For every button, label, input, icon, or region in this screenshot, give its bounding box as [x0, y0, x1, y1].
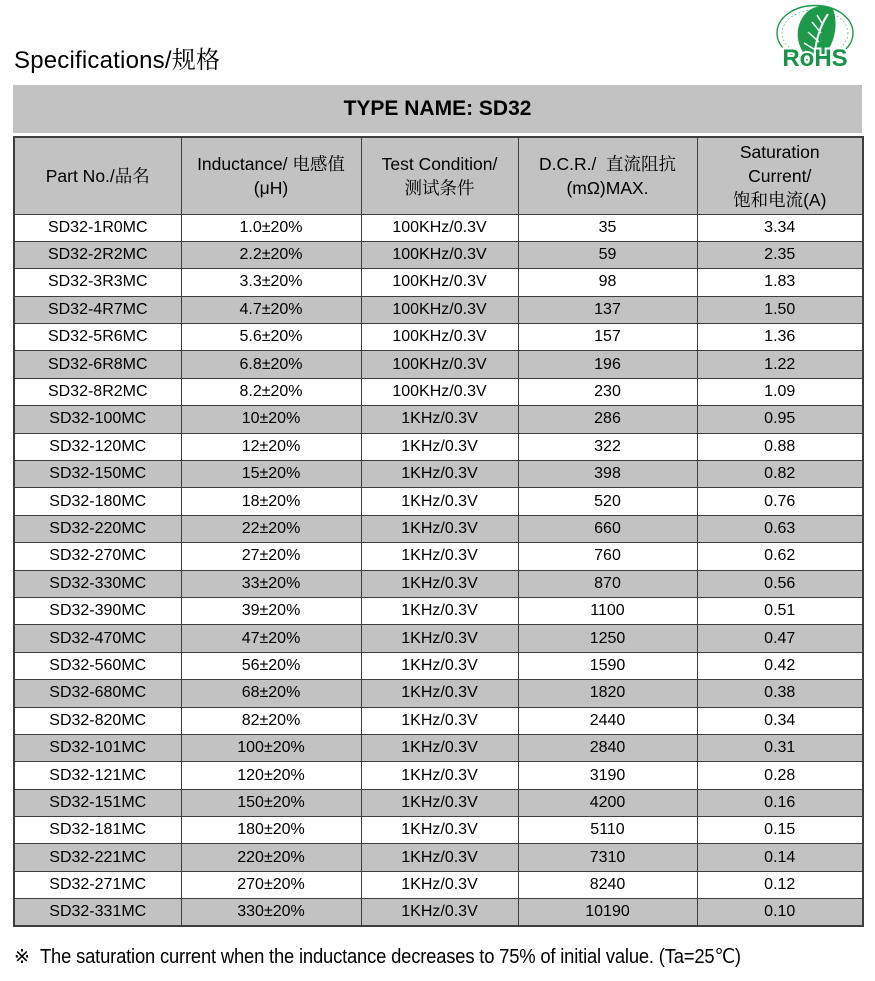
cell-inductance: 82±20% — [181, 707, 361, 734]
cell-test-condition: 1KHz/0.3V — [361, 570, 518, 597]
cell-inductance: 56±20% — [181, 652, 361, 679]
table-row — [14, 488, 863, 515]
cell-test-condition: 1KHz/0.3V — [361, 899, 518, 926]
table-row — [14, 844, 863, 871]
cell-inductance: 6.8±20% — [181, 351, 361, 378]
cell-inductance: 12±20% — [181, 433, 361, 460]
cell-dcr: 1250 — [518, 625, 697, 652]
footnote-text: The saturation current when the inductance decreases to 75% of initial value. (Ta=25℃) — [39, 946, 741, 968]
cell-inductance: 220±20% — [181, 844, 361, 871]
cell-inductance: 10±20% — [181, 406, 361, 433]
cell-part-no: SD32-3R3MC — [14, 269, 181, 296]
cell-part-no: SD32-1R0MC — [14, 214, 181, 241]
cell-part-no: SD32-121MC — [14, 762, 181, 789]
cell-part-no: SD32-4R7MC — [14, 296, 181, 323]
cell-part-no: SD32-150MC — [14, 461, 181, 488]
cell-dcr: 286 — [518, 406, 697, 433]
cell-inductance: 120±20% — [181, 762, 361, 789]
cell-test-condition: 1KHz/0.3V — [361, 707, 518, 734]
cell-inductance: 4.7±20% — [181, 296, 361, 323]
cell-inductance: 150±20% — [181, 789, 361, 816]
cell-test-condition: 1KHz/0.3V — [361, 734, 518, 761]
col-header-saturation-current: Saturation Current/ 饱和电流(A) — [697, 137, 863, 214]
cell-dcr: 10190 — [518, 899, 697, 926]
cell-dcr: 2840 — [518, 734, 697, 761]
cell-saturation-current: 1.50 — [697, 296, 863, 323]
cell-test-condition: 1KHz/0.3V — [361, 762, 518, 789]
cell-dcr: 137 — [518, 296, 697, 323]
cell-dcr: 8240 — [518, 871, 697, 898]
cell-part-no: SD32-271MC — [14, 871, 181, 898]
page-header — [0, 0, 875, 85]
cell-test-condition: 100KHz/0.3V — [361, 296, 518, 323]
footnote — [14, 944, 802, 969]
cell-test-condition: 1KHz/0.3V — [361, 597, 518, 624]
cell-inductance: 47±20% — [181, 625, 361, 652]
cell-test-condition: 100KHz/0.3V — [361, 324, 518, 351]
table-row — [14, 433, 863, 460]
cell-dcr: 870 — [518, 570, 697, 597]
table-row — [14, 515, 863, 542]
table-row — [14, 461, 863, 488]
cell-part-no: SD32-220MC — [14, 515, 181, 542]
rohs-label: RoHS — [782, 45, 848, 69]
cell-saturation-current: 0.47 — [697, 625, 863, 652]
cell-saturation-current: 0.63 — [697, 515, 863, 542]
cell-inductance: 5.6±20% — [181, 324, 361, 351]
table-row — [14, 625, 863, 652]
table-row — [14, 652, 863, 679]
cell-saturation-current: 1.22 — [697, 351, 863, 378]
cell-saturation-current: 0.82 — [697, 461, 863, 488]
cell-inductance: 2.2±20% — [181, 241, 361, 268]
table-row — [14, 269, 863, 296]
cell-part-no: SD32-331MC — [14, 899, 181, 926]
cell-saturation-current: 0.10 — [697, 899, 863, 926]
cell-dcr: 760 — [518, 543, 697, 570]
cell-test-condition: 1KHz/0.3V — [361, 871, 518, 898]
cell-test-condition: 1KHz/0.3V — [361, 817, 518, 844]
table-row — [14, 543, 863, 570]
cell-test-condition: 1KHz/0.3V — [361, 515, 518, 542]
type-name-banner — [13, 85, 862, 133]
col-header-inductance: Inductance/ 电感值 (μH) — [181, 137, 361, 214]
cell-part-no: SD32-680MC — [14, 680, 181, 707]
cell-part-no: SD32-390MC — [14, 597, 181, 624]
cell-test-condition: 100KHz/0.3V — [361, 378, 518, 405]
cell-part-no: SD32-820MC — [14, 707, 181, 734]
col-header-dcr: D.C.R./ 直流阻抗 (mΩ)MAX. — [518, 137, 697, 214]
cell-part-no: SD32-6R8MC — [14, 351, 181, 378]
cell-saturation-current: 0.31 — [697, 734, 863, 761]
cell-dcr: 322 — [518, 433, 697, 460]
cell-saturation-current: 0.38 — [697, 680, 863, 707]
cell-saturation-current: 3.34 — [697, 214, 863, 241]
table-row — [14, 734, 863, 761]
cell-saturation-current: 0.28 — [697, 762, 863, 789]
table-row — [14, 406, 863, 433]
cell-inductance: 270±20% — [181, 871, 361, 898]
rohs-leaf-icon — [773, 3, 857, 69]
cell-saturation-current: 2.35 — [697, 241, 863, 268]
cell-inductance: 1.0±20% — [181, 214, 361, 241]
cell-dcr: 398 — [518, 461, 697, 488]
table-row — [14, 817, 863, 844]
cell-inductance: 100±20% — [181, 734, 361, 761]
cell-dcr: 7310 — [518, 844, 697, 871]
cell-dcr: 98 — [518, 269, 697, 296]
cell-dcr: 1590 — [518, 652, 697, 679]
cell-dcr: 4200 — [518, 789, 697, 816]
page-title: Specifications/规格 — [14, 47, 221, 74]
table-row — [14, 871, 863, 898]
cell-test-condition: 1KHz/0.3V — [361, 652, 518, 679]
cell-part-no: SD32-560MC — [14, 652, 181, 679]
cell-part-no: SD32-100MC — [14, 406, 181, 433]
table-row — [14, 707, 863, 734]
cell-part-no: SD32-181MC — [14, 817, 181, 844]
cell-inductance: 33±20% — [181, 570, 361, 597]
cell-part-no: SD32-221MC — [14, 844, 181, 871]
cell-saturation-current: 0.95 — [697, 406, 863, 433]
cell-inductance: 3.3±20% — [181, 269, 361, 296]
cell-inductance: 27±20% — [181, 543, 361, 570]
cell-test-condition: 1KHz/0.3V — [361, 461, 518, 488]
cell-dcr: 3190 — [518, 762, 697, 789]
cell-part-no: SD32-8R2MC — [14, 378, 181, 405]
cell-saturation-current: 1.36 — [697, 324, 863, 351]
cell-part-no: SD32-151MC — [14, 789, 181, 816]
cell-saturation-current: 1.09 — [697, 378, 863, 405]
cell-dcr: 230 — [518, 378, 697, 405]
cell-dcr: 35 — [518, 214, 697, 241]
cell-dcr: 59 — [518, 241, 697, 268]
cell-saturation-current: 0.34 — [697, 707, 863, 734]
cell-test-condition: 100KHz/0.3V — [361, 241, 518, 268]
cell-test-condition: 100KHz/0.3V — [361, 214, 518, 241]
table-row — [14, 597, 863, 624]
cell-part-no: SD32-5R6MC — [14, 324, 181, 351]
cell-dcr: 2440 — [518, 707, 697, 734]
cell-dcr: 157 — [518, 324, 697, 351]
cell-dcr: 520 — [518, 488, 697, 515]
table-row — [14, 214, 863, 241]
spec-table — [13, 136, 864, 927]
cell-saturation-current: 0.16 — [697, 789, 863, 816]
cell-test-condition: 1KHz/0.3V — [361, 789, 518, 816]
table-row — [14, 680, 863, 707]
type-name-text: TYPE NAME: SD32 — [343, 97, 532, 120]
cell-dcr: 1820 — [518, 680, 697, 707]
cell-inductance: 39±20% — [181, 597, 361, 624]
cell-inductance: 8.2±20% — [181, 378, 361, 405]
table-row — [14, 324, 863, 351]
cell-saturation-current: 0.88 — [697, 433, 863, 460]
cell-inductance: 68±20% — [181, 680, 361, 707]
cell-inductance: 22±20% — [181, 515, 361, 542]
spec-table-body — [14, 214, 863, 926]
cell-part-no: SD32-470MC — [14, 625, 181, 652]
cell-part-no: SD32-180MC — [14, 488, 181, 515]
table-row — [14, 241, 863, 268]
cell-saturation-current: 1.83 — [697, 269, 863, 296]
table-row — [14, 351, 863, 378]
cell-part-no: SD32-2R2MC — [14, 241, 181, 268]
cell-saturation-current: 0.51 — [697, 597, 863, 624]
cell-saturation-current: 0.42 — [697, 652, 863, 679]
cell-dcr: 660 — [518, 515, 697, 542]
cell-part-no: SD32-120MC — [14, 433, 181, 460]
header-row — [14, 137, 863, 214]
cell-test-condition: 1KHz/0.3V — [361, 543, 518, 570]
cell-saturation-current: 0.56 — [697, 570, 863, 597]
footnote-marker: ※ — [14, 947, 30, 968]
table-row — [14, 762, 863, 789]
cell-test-condition: 1KHz/0.3V — [361, 625, 518, 652]
table-row — [14, 899, 863, 926]
col-header-test-condition: Test Condition/ 测试条件 — [361, 137, 518, 214]
cell-dcr: 196 — [518, 351, 697, 378]
cell-inductance: 180±20% — [181, 817, 361, 844]
cell-saturation-current: 0.14 — [697, 844, 863, 871]
cell-test-condition: 100KHz/0.3V — [361, 269, 518, 296]
table-row — [14, 570, 863, 597]
table-row — [14, 378, 863, 405]
cell-saturation-current: 0.15 — [697, 817, 863, 844]
cell-inductance: 330±20% — [181, 899, 361, 926]
cell-saturation-current: 0.76 — [697, 488, 863, 515]
cell-test-condition: 1KHz/0.3V — [361, 488, 518, 515]
cell-test-condition: 1KHz/0.3V — [361, 844, 518, 871]
rohs-logo — [773, 3, 857, 69]
cell-test-condition: 100KHz/0.3V — [361, 351, 518, 378]
table-row — [14, 789, 863, 816]
cell-inductance: 18±20% — [181, 488, 361, 515]
cell-dcr: 5110 — [518, 817, 697, 844]
cell-saturation-current: 0.62 — [697, 543, 863, 570]
cell-test-condition: 1KHz/0.3V — [361, 433, 518, 460]
cell-test-condition: 1KHz/0.3V — [361, 680, 518, 707]
cell-part-no: SD32-330MC — [14, 570, 181, 597]
col-header-part-no: Part No./品名 — [14, 137, 181, 214]
cell-part-no: SD32-270MC — [14, 543, 181, 570]
table-row — [14, 296, 863, 323]
cell-inductance: 15±20% — [181, 461, 361, 488]
cell-saturation-current: 0.12 — [697, 871, 863, 898]
cell-part-no: SD32-101MC — [14, 734, 181, 761]
cell-test-condition: 1KHz/0.3V — [361, 406, 518, 433]
cell-dcr: 1100 — [518, 597, 697, 624]
